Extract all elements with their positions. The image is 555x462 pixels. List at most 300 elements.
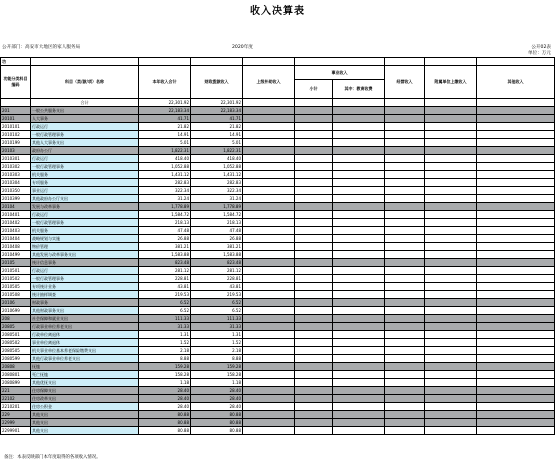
unit-label: 单位：万元	[528, 51, 551, 56]
empty-cell	[333, 395, 385, 403]
row-name: 死亡抚恤	[31, 371, 139, 379]
empty-cell	[243, 107, 295, 115]
empty-cell	[385, 243, 425, 251]
empty-cell	[295, 339, 333, 347]
empty-cell	[333, 267, 385, 275]
empty-cell	[295, 219, 333, 227]
row-name: 一般行政管理事务	[31, 163, 139, 171]
empty-cell	[477, 171, 555, 179]
row-total: 1,431.12	[139, 171, 191, 179]
empty-cell	[295, 323, 333, 331]
empty-cell	[333, 275, 385, 283]
row-name: 财政事务	[31, 299, 139, 307]
row-fiscal: 282.83	[191, 179, 243, 187]
empty-cell	[425, 355, 477, 363]
row-name: 其他支出	[31, 411, 139, 419]
empty-cell	[385, 363, 425, 371]
col-code-header: 功能分类科目编码	[1, 66, 31, 99]
empty-cell	[243, 315, 295, 323]
row-total: 1.52	[139, 339, 191, 347]
empty-cell	[295, 395, 333, 403]
empty-cell	[333, 363, 385, 371]
table-row	[1, 331, 555, 339]
row-code: 2010505	[1, 283, 31, 291]
row-fiscal: 1,583.88	[191, 251, 243, 259]
empty-cell	[295, 187, 333, 195]
empty-cell	[477, 203, 555, 211]
empty-cell	[385, 139, 425, 147]
empty-cell	[243, 195, 295, 203]
empty-cell	[385, 131, 425, 139]
row-code: 2080502	[1, 339, 31, 347]
empty-cell	[243, 307, 295, 315]
empty-cell	[425, 259, 477, 267]
empty-cell	[477, 387, 555, 395]
row-code: 2010101	[1, 123, 31, 131]
form-code: 公开02表	[531, 45, 551, 50]
empty-cell	[333, 339, 385, 347]
row-fiscal: 26.88	[191, 235, 243, 243]
row-code: 22999	[1, 419, 31, 427]
empty-cell	[425, 315, 477, 323]
row-fiscal: 218.13	[191, 219, 243, 227]
row-fiscal: 47.48	[191, 227, 243, 235]
row-fiscal: 1,431.12	[191, 171, 243, 179]
table-row	[1, 379, 555, 387]
empty-cell	[333, 259, 385, 267]
table-row	[1, 195, 555, 203]
empty-cell	[385, 195, 425, 203]
row-name: 人大事务	[31, 115, 139, 123]
row-name: 事业单位离退休	[31, 339, 139, 347]
empty-cell	[243, 235, 295, 243]
empty-cell	[295, 211, 333, 219]
row-total: 26.88	[139, 235, 191, 243]
empty-cell	[243, 187, 295, 195]
empty-cell	[477, 131, 555, 139]
empty-cell	[243, 267, 295, 275]
row-code: 22102	[1, 395, 31, 403]
table-row	[1, 211, 555, 219]
empty-cell	[295, 243, 333, 251]
empty-cell	[477, 123, 555, 131]
row-fiscal: 1,778.89	[191, 203, 243, 211]
empty-cell	[333, 139, 385, 147]
empty-cell	[425, 363, 477, 371]
empty-cell	[295, 163, 333, 171]
row-name: 住房公积金	[31, 403, 139, 411]
row-code: 2210201	[1, 403, 31, 411]
empty-cell	[243, 163, 295, 171]
empty-cell	[333, 371, 385, 379]
empty-cell	[243, 227, 295, 235]
empty-cell	[243, 219, 295, 227]
table-row	[1, 347, 555, 355]
row-code: 208	[1, 315, 31, 323]
empty-cell	[333, 251, 385, 259]
empty-cell	[425, 243, 477, 251]
empty-cell	[295, 99, 333, 107]
table-row	[1, 131, 555, 139]
empty-cell	[425, 291, 477, 299]
empty-cell	[295, 283, 333, 291]
row-fiscal: 22,301.92	[191, 99, 243, 107]
row-code: 2010399	[1, 195, 31, 203]
empty-cell	[243, 251, 295, 259]
empty-cell	[385, 291, 425, 299]
empty-cell	[477, 147, 555, 155]
row-name: 事业运行	[31, 187, 139, 195]
row-total: 158.28	[139, 371, 191, 379]
table-row	[1, 323, 555, 331]
table-row	[1, 371, 555, 379]
table-row	[1, 251, 555, 259]
empty-cell	[385, 123, 425, 131]
row-total: 22,301.92	[139, 99, 191, 107]
row-total: 31.33	[139, 323, 191, 331]
empty-cell	[425, 379, 477, 387]
row-fiscal: 22,183.34	[191, 107, 243, 115]
row-fiscal: 43.81	[191, 283, 243, 291]
empty-cell	[295, 115, 333, 123]
empty-cell	[477, 315, 555, 323]
empty-cell	[295, 267, 333, 275]
row-fiscal: 111.33	[191, 315, 243, 323]
row-code: 2010699	[1, 307, 31, 315]
empty-cell	[333, 155, 385, 163]
row-fiscal: 8.88	[191, 355, 243, 363]
empty-cell	[333, 299, 385, 307]
empty-cell	[333, 307, 385, 315]
row-fiscal: 1.52	[191, 339, 243, 347]
row-fiscal: 322.34	[191, 187, 243, 195]
empty-cell	[295, 107, 333, 115]
row-total: 1.31	[139, 331, 191, 339]
row-fiscal: 28.40	[191, 403, 243, 411]
empty-cell	[477, 139, 555, 147]
table-row	[1, 155, 555, 163]
empty-cell	[425, 187, 477, 195]
row-fiscal: 1.18	[191, 379, 243, 387]
row-fiscal: 159.28	[191, 363, 243, 371]
row-fiscal: 80.88	[191, 419, 243, 427]
empty-cell	[333, 283, 385, 291]
row-fiscal: 28.40	[191, 395, 243, 403]
empty-cell	[477, 307, 555, 315]
row-name: 行政运行	[31, 211, 139, 219]
empty-cell	[243, 99, 295, 107]
table-row	[1, 243, 555, 251]
table-row	[1, 419, 555, 427]
row-name: 物价管理	[31, 243, 139, 251]
empty-cell	[425, 115, 477, 123]
empty-cell	[425, 123, 477, 131]
empty-cell	[295, 347, 333, 355]
col-other-header: 其他收入	[477, 66, 555, 99]
row-name: 社会保障和就业支出	[31, 315, 139, 323]
empty-cell	[385, 307, 425, 315]
empty-cell	[243, 419, 295, 427]
empty-cell	[425, 147, 477, 155]
row-name: 其他行政事业单位养老支出	[31, 355, 139, 363]
row-code: 2010403	[1, 227, 31, 235]
table-row	[1, 227, 555, 235]
empty-cell	[243, 179, 295, 187]
row-name: 其他人大事务支出	[31, 139, 139, 147]
empty-cell	[425, 403, 477, 411]
row-total: 6.52	[139, 299, 191, 307]
table-row	[1, 115, 555, 123]
col-name-header: 科目（类/款/项）名称	[31, 66, 139, 99]
empty-cell	[295, 203, 333, 211]
fiscal-year: 2020年度	[232, 45, 253, 50]
empty-cell	[243, 139, 295, 147]
row-code: 20808	[1, 363, 31, 371]
row-name: 机关服务	[31, 171, 139, 179]
row-code: 2010301	[1, 155, 31, 163]
row-code: 2010303	[1, 171, 31, 179]
row-fiscal: 228.81	[191, 275, 243, 283]
row-code: 2299901	[1, 427, 31, 435]
row-name: 抚恤	[31, 363, 139, 371]
empty-cell	[385, 99, 425, 107]
row-total: 218.13	[139, 219, 191, 227]
empty-cell	[477, 219, 555, 227]
empty-cell	[385, 299, 425, 307]
row-code: 20104	[1, 203, 31, 211]
empty-cell	[477, 107, 555, 115]
col-operating-header: 经营收入	[385, 66, 425, 99]
row-name: 机关事业单位基本养老保险缴费支出	[31, 347, 139, 355]
empty-cell	[425, 427, 477, 435]
empty-cell	[385, 355, 425, 363]
empty-cell	[243, 403, 295, 411]
empty-cell	[333, 419, 385, 427]
row-total: 28.40	[139, 403, 191, 411]
row-name: 其他政府办公厅支出	[31, 195, 139, 203]
empty-cell	[295, 419, 333, 427]
empty-cell	[385, 275, 425, 283]
empty-cell	[385, 411, 425, 419]
empty-cell	[243, 147, 295, 155]
empty-cell	[477, 331, 555, 339]
empty-cell	[295, 147, 333, 155]
empty-cell	[295, 179, 333, 187]
row-total: 1,584.72	[139, 211, 191, 219]
row-code: 2010304	[1, 179, 31, 187]
table-row	[1, 427, 555, 435]
row-code: 229	[1, 411, 31, 419]
row-fiscal: 381.21	[191, 243, 243, 251]
empty-cell	[333, 219, 385, 227]
table-row	[1, 411, 555, 419]
empty-cell	[425, 275, 477, 283]
empty-cell	[477, 259, 555, 267]
empty-cell	[385, 171, 425, 179]
empty-cell	[333, 427, 385, 435]
row-name: 其他优抚支出	[31, 379, 139, 387]
empty-cell	[243, 211, 295, 219]
empty-cell	[243, 155, 295, 163]
empty-cell	[295, 171, 333, 179]
row-total: 111.33	[139, 315, 191, 323]
empty-cell	[333, 187, 385, 195]
table-row	[1, 339, 555, 347]
empty-cell	[477, 235, 555, 243]
row-total: 219.53	[139, 291, 191, 299]
empty-cell	[295, 275, 333, 283]
empty-cell	[425, 419, 477, 427]
empty-cell	[477, 363, 555, 371]
empty-cell	[333, 323, 385, 331]
table-row	[1, 219, 555, 227]
report-title: 收入决算表	[250, 6, 305, 17]
empty-cell	[477, 211, 555, 219]
empty-cell	[425, 387, 477, 395]
empty-cell	[477, 339, 555, 347]
empty-cell	[425, 323, 477, 331]
row-name: 一般行政管理事务	[31, 219, 139, 227]
empty-cell	[477, 187, 555, 195]
empty-cell	[333, 179, 385, 187]
row-total: 1,052.88	[139, 163, 191, 171]
empty-cell	[243, 203, 295, 211]
empty-cell	[385, 379, 425, 387]
empty-cell	[425, 235, 477, 243]
row-total: 5.01	[139, 139, 191, 147]
table-row	[1, 163, 555, 171]
empty-cell	[477, 163, 555, 171]
empty-cell	[385, 315, 425, 323]
col-business-header: 事业收入	[295, 66, 385, 80]
empty-cell	[425, 395, 477, 403]
row-total: 14.91	[139, 131, 191, 139]
empty-cell	[425, 171, 477, 179]
row-code: 20101	[1, 115, 31, 123]
table-row	[1, 267, 555, 275]
empty-cell	[295, 387, 333, 395]
empty-cell	[243, 323, 295, 331]
table-row	[1, 283, 555, 291]
row-code: 2010408	[1, 243, 31, 251]
empty-cell	[333, 163, 385, 171]
row-fiscal: 219.53	[191, 291, 243, 299]
empty-cell	[333, 131, 385, 139]
empty-cell	[333, 107, 385, 115]
empty-cell	[385, 323, 425, 331]
empty-cell	[425, 331, 477, 339]
empty-cell	[385, 371, 425, 379]
empty-cell	[425, 411, 477, 419]
empty-cell	[385, 235, 425, 243]
empty-cell	[477, 299, 555, 307]
empty-cell	[243, 291, 295, 299]
table-row	[1, 139, 555, 147]
empty-cell	[243, 387, 295, 395]
empty-cell	[295, 363, 333, 371]
row-code: 2010404	[1, 235, 31, 243]
empty-cell	[295, 131, 333, 139]
row-code: 2080505	[1, 347, 31, 355]
empty-cell	[425, 347, 477, 355]
empty-cell	[333, 211, 385, 219]
empty-cell	[385, 211, 425, 219]
row-fiscal: 14.91	[191, 131, 243, 139]
table-row	[1, 179, 555, 187]
table-row	[1, 203, 555, 211]
empty-cell	[425, 155, 477, 163]
empty-cell	[243, 283, 295, 291]
empty-cell	[425, 131, 477, 139]
empty-cell	[477, 115, 555, 123]
empty-cell	[477, 379, 555, 387]
row-total: 1,822.31	[139, 147, 191, 155]
row-code: 20105	[1, 259, 31, 267]
row-name: 一般公共服务支出	[31, 107, 139, 115]
table-row	[1, 387, 555, 395]
empty-cell	[243, 299, 295, 307]
row-name: 行政运行	[31, 155, 139, 163]
row-total: 418.40	[139, 155, 191, 163]
row-code: 201	[1, 107, 31, 115]
row-total: 31.24	[139, 195, 191, 203]
empty-cell	[477, 283, 555, 291]
empty-cell	[425, 163, 477, 171]
empty-cell	[425, 283, 477, 291]
row-total: 2.18	[139, 347, 191, 355]
row-code: 2010350	[1, 187, 31, 195]
row-fiscal: 281.12	[191, 267, 243, 275]
empty-cell	[295, 379, 333, 387]
row-fiscal: 6.52	[191, 299, 243, 307]
empty-cell	[333, 379, 385, 387]
empty-cell	[295, 259, 333, 267]
col-fiscal-header: 财政拨款收入	[191, 66, 243, 99]
row-name: 一般行政管理事务	[31, 275, 139, 283]
empty-cell	[385, 403, 425, 411]
empty-cell	[425, 179, 477, 187]
row-code: 2080899	[1, 379, 31, 387]
empty-cell	[385, 387, 425, 395]
row-code: 221	[1, 387, 31, 395]
row-code: 2010401	[1, 211, 31, 219]
table-row	[1, 259, 555, 267]
empty-cell	[333, 235, 385, 243]
empty-cell	[333, 243, 385, 251]
row-fiscal: 2.18	[191, 347, 243, 355]
empty-cell	[477, 355, 555, 363]
row-code: 2010508	[1, 291, 31, 299]
row-total: 8.88	[139, 355, 191, 363]
row-total: 80.88	[139, 411, 191, 419]
table-row	[1, 171, 555, 179]
empty-cell	[425, 307, 477, 315]
row-total: 159.28	[139, 363, 191, 371]
row-code: 2010402	[1, 219, 31, 227]
row-fiscal: 1,052.88	[191, 163, 243, 171]
row-fiscal: 31.24	[191, 195, 243, 203]
empty-cell	[295, 235, 333, 243]
empty-cell	[477, 243, 555, 251]
row-name: 行政运行	[31, 267, 139, 275]
table-row	[1, 363, 555, 371]
table-row	[1, 307, 555, 315]
empty-cell	[295, 427, 333, 435]
row-code: 2010302	[1, 163, 31, 171]
row-code: 2010501	[1, 267, 31, 275]
row-name: 其他财政事务支出	[31, 307, 139, 315]
empty-cell	[385, 395, 425, 403]
